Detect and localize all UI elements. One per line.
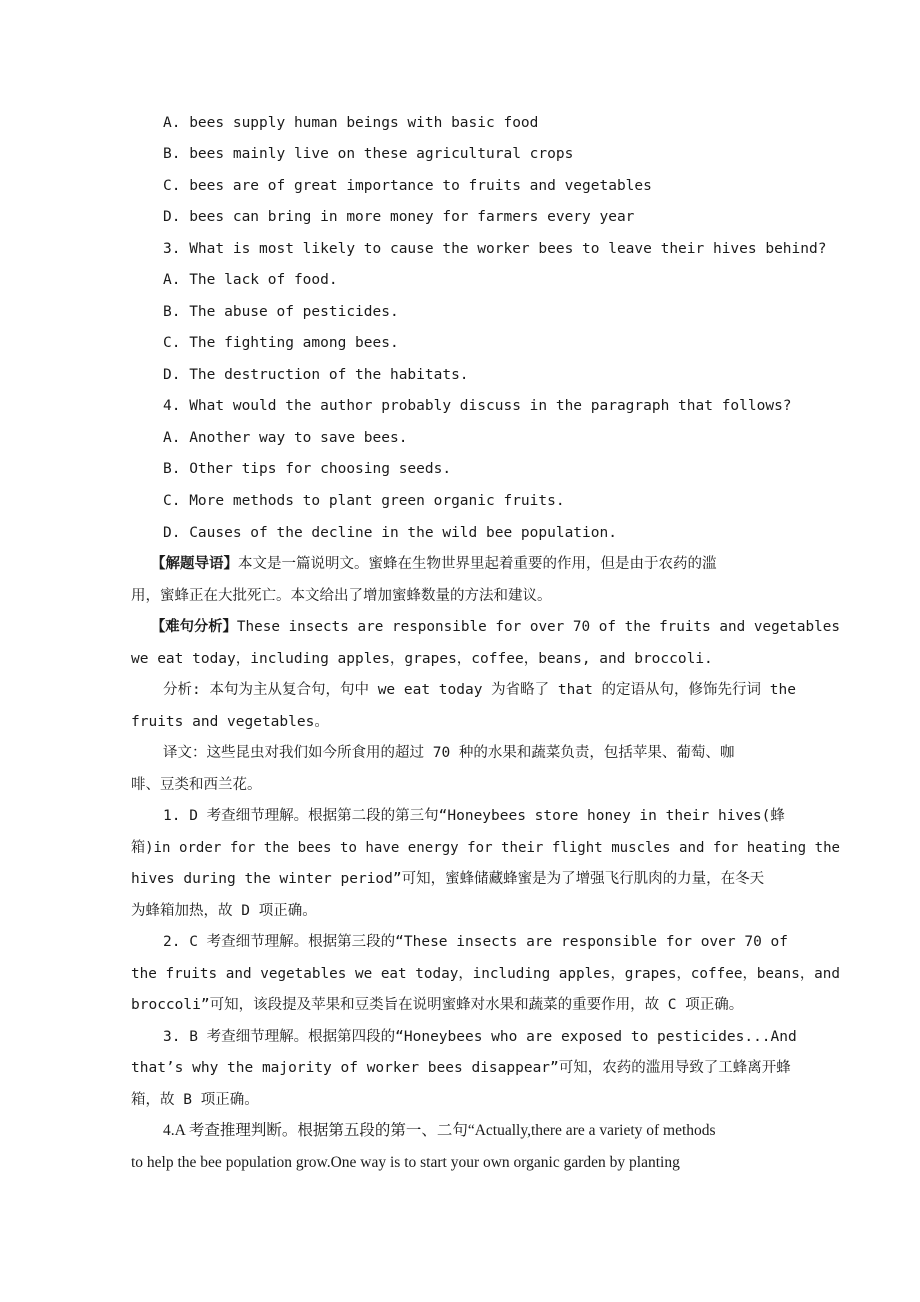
- answer-1-line-4: 为蜂箱加热，故 D 项正确。: [131, 903, 317, 919]
- translation-line-1: 译文：这些昆虫对我们如今所食用的超过 70 种的水果和蔬菜负责，包括苹果、葡萄、咖: [163, 745, 735, 761]
- q2-option-b: B. bees mainly live on these agricultural crops: [163, 146, 574, 162]
- answer-2-line-1: 2. C 考查细节理解。根据第三段的“These insects are responsible for over 70 of: [163, 934, 788, 950]
- answer-1-line-3: hives during the winter period”可知，蜜蜂储藏蜂蜜是为了增强飞行肌肉的力量，在冬天: [131, 871, 765, 887]
- answer-4-line-1: 4.A 考查推理判断。根据第五段的第一、二句“Actually,there are a variety of methods: [163, 1122, 716, 1139]
- translation-line-2: 啡、豆类和西兰花。: [131, 777, 262, 793]
- q4-option-d: D. Causes of the decline in the wild bee population.: [163, 525, 617, 541]
- q3-option-a: A. The lack of food.: [163, 272, 338, 288]
- guide-line-1: [151, 554, 717, 574]
- answer-4-line-2: to help the bee population grow.One way is to start your own organic garden by planting: [131, 1154, 680, 1171]
- answer-3-line-2: that’s why the majority of worker bees disappear”可知，农药的滥用导致了工蜂离开蜂: [131, 1060, 791, 1076]
- q4-option-b: B. Other tips for choosing seeds.: [163, 461, 452, 477]
- q2-option-a: A. bees supply human beings with basic food: [163, 115, 539, 131]
- analysis-sentence-1: These insects are responsible for over 70 of the fruits and vegetables: [236, 619, 841, 635]
- q2-option-c: C. bees are of great importance to fruits and vegetables: [163, 178, 652, 194]
- analysis-explain-2: fruits and vegetables。: [131, 714, 329, 730]
- answer-1-line-1: 1. D 考查细节理解。根据第二段的第三句“Honeybees store honey in their hives(蜂: [163, 808, 785, 824]
- q4-option-a: A. Another way to save bees.: [163, 430, 408, 446]
- q3-stem: 3. What is most likely to cause the worker bees to leave their hives behind?: [163, 241, 827, 257]
- answer-2-line-2: the fruits and vegetables we eat today，including apples，grapes，coffee，beans，and: [131, 966, 841, 982]
- analysis-explain-1: 分析: 本句为主从复合句，句中 we eat today 为省略了 that 的定语从句，修饰先行词 the: [163, 682, 796, 698]
- guide-label: 【解题导语】: [151, 556, 238, 572]
- answer-2-line-3: broccoli”可知，该段提及苹果和豆类旨在说明蜜蜂对水果和蔬菜的重要作用，故 C 项正确。: [131, 997, 744, 1013]
- q3-option-d: D. The destruction of the habitats.: [163, 367, 469, 383]
- guide-line-2: 用，蜜蜂正在大批死亡。本文给出了增加蜜蜂数量的方法和建议。: [131, 588, 552, 604]
- answer-1-line-2: 箱)in order for the bees to have energy for their flight muscles and for heating the: [131, 840, 841, 856]
- answer-3-line-1: 3. B 考查细节理解。根据第四段的“Honeybees who are exposed to pesticides...And: [163, 1029, 797, 1045]
- analysis-label: 【难句分析】: [151, 619, 237, 635]
- q4-stem: 4. What would the author probably discuss in the paragraph that follows?: [163, 398, 792, 414]
- q4-option-c: C. More methods to plant green organic fruits.: [163, 493, 565, 509]
- q3-option-c: C. The fighting among bees.: [163, 335, 399, 351]
- q3-option-b: B. The abuse of pesticides.: [163, 304, 399, 320]
- guide-text-1: 本文是一篇说明文。蜜蜂在生物世界里起着重要的作用，但是由于农药的滥: [238, 556, 717, 572]
- analysis-line-1: [151, 617, 840, 637]
- answer-3-line-3: 箱，故 B 项正确。: [131, 1092, 259, 1108]
- q2-option-d: D. bees can bring in more money for farmers every year: [163, 209, 635, 225]
- analysis-sentence-2: we eat today，including apples，grapes，coffee，beans, and broccoli.: [131, 651, 713, 667]
